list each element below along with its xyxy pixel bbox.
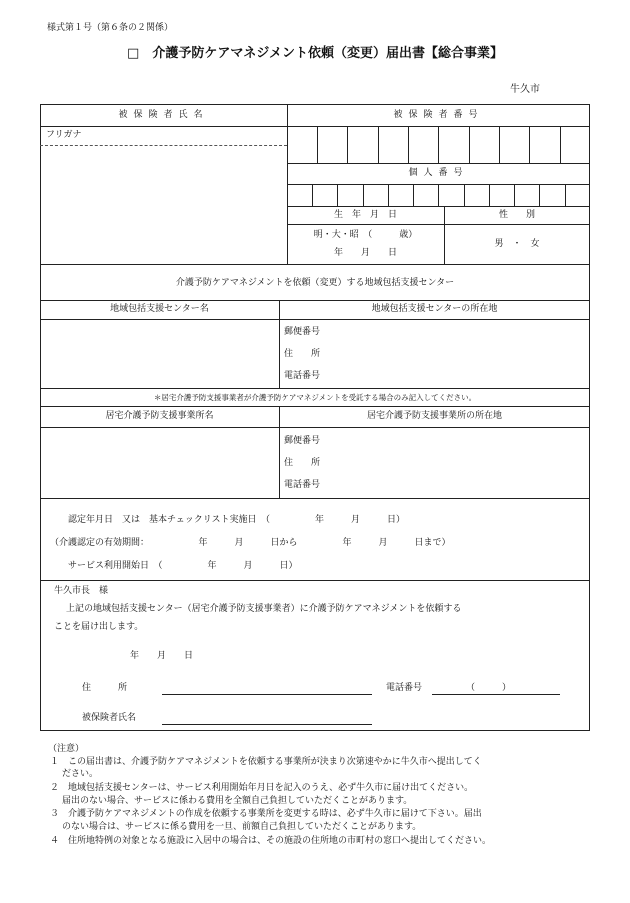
personal-number-header: 個人番号 [408, 168, 469, 178]
service-start-line[interactable]: サービス利用開始日 （ 年 月 日） [68, 561, 298, 571]
insured-name-field[interactable] [41, 146, 286, 263]
provider-phone-label: 電話番号 [284, 480, 321, 490]
dob-header: 生 年 月 日 [333, 210, 397, 220]
provider-address-label: 住 所 [284, 458, 321, 468]
personal-number-field[interactable] [288, 185, 589, 205]
provider-postal-label: 郵便番号 [284, 436, 321, 446]
insured-name-header: 被保険者氏名 [118, 110, 209, 120]
declaration-body-1: 上記の地域包括支援センター（居宅介護予防支援事業者）に介護予防ケアマネジメントを依頼する [66, 604, 462, 614]
center-address-label: 住 所 [284, 349, 321, 359]
form-number: 様式第１号（第６条の２関係） [47, 23, 174, 33]
notes-heading: （注意） [48, 744, 85, 754]
city-name: 牛久市 [510, 84, 540, 95]
center-address-header: 地域包括支援センターの所在地 [371, 304, 498, 314]
center-postal-label: 郵便番号 [284, 327, 321, 337]
note-2a: ２ 地域包括支援センターは、サービス利用開始年月日を記入のうえ、必ず牛久市に届け出てください。 [50, 783, 474, 793]
note-1b: ださい。 [62, 769, 99, 779]
center-section-heading: 介護予防ケアマネジメントを依頼（変更）する地域包括支援センター [175, 278, 455, 288]
applicant-name-label: 被保険者氏名 [82, 713, 137, 723]
center-phone-label: 電話番号 [284, 371, 321, 381]
applicant-phone-paren: （ ） [466, 683, 512, 693]
provider-address-header: 居宅介護予防支援事業所の所在地 [366, 411, 502, 421]
applicant-phone-label: 電話番号 [386, 683, 423, 693]
dob-date[interactable]: 年 月 日 [333, 248, 397, 258]
validity-period-line[interactable]: （介護認定の有効期間： 年 月 日から 年 月 日まで） [50, 538, 451, 548]
furigana-label: フリガナ [46, 130, 82, 140]
center-name-field[interactable] [41, 320, 278, 387]
applicant-address-label: 住 所 [82, 683, 128, 693]
provider-name-field[interactable] [41, 428, 278, 497]
declaration-date[interactable]: 年 月 日 [130, 651, 194, 661]
addressee: 牛久市長 様 [54, 586, 109, 596]
insured-number-field[interactable] [288, 127, 589, 162]
applicant-phone-line[interactable] [432, 694, 560, 695]
note-3a: ３ 介護予防ケアマネジメントの作成を依頼する事業所を変更する時は、必ず牛久市に届けて下さい。届出 [50, 809, 482, 819]
dob-era[interactable]: 明・大・昭 （ 歳） [313, 230, 418, 240]
certification-date-line[interactable]: 認定年月日 又は 基本チェックリスト実施日 （ 年 月 日） [68, 515, 406, 525]
insured-number-header: 被保険者番号 [393, 110, 484, 120]
declaration-body-2: ことを届け出します。 [54, 622, 144, 632]
gender-header: 性 別 [498, 210, 535, 220]
center-name-header: 地域包括支援センター名 [110, 304, 209, 314]
note-3b: のない場合は、サービスに係る費用を一旦、前額自己負担していただくことがあります。 [62, 822, 422, 832]
page-title: □ 介護予防ケアマネジメント依頼（変更）届出書【総合事業】 [127, 46, 503, 61]
provider-name-header: 居宅介護予防支援事業所名 [105, 411, 214, 421]
applicant-address-line[interactable] [162, 694, 372, 695]
note-2b: 届出のない場合、サービスに係わる費用を全額自己負担していただくことがあります。 [62, 796, 413, 806]
gender-choice[interactable]: 男 ・ 女 [494, 239, 540, 249]
note-4: ４ 住所地特例の対象となる施設に入居中の場合は、その施設の住所地の市町村の窓口へ提出してください。 [50, 836, 492, 846]
applicant-name-line[interactable] [162, 724, 372, 725]
note-1a: １ この届出書は、介護予防ケアマネジメントを依頼する事業所が決まり次第速やかに牛久市へ提出してく [50, 757, 482, 767]
provider-note: ＊居宅介護予防支援事業者が介護予防ケアマネジメントを受託する場合のみ記入してください。 [153, 393, 477, 402]
